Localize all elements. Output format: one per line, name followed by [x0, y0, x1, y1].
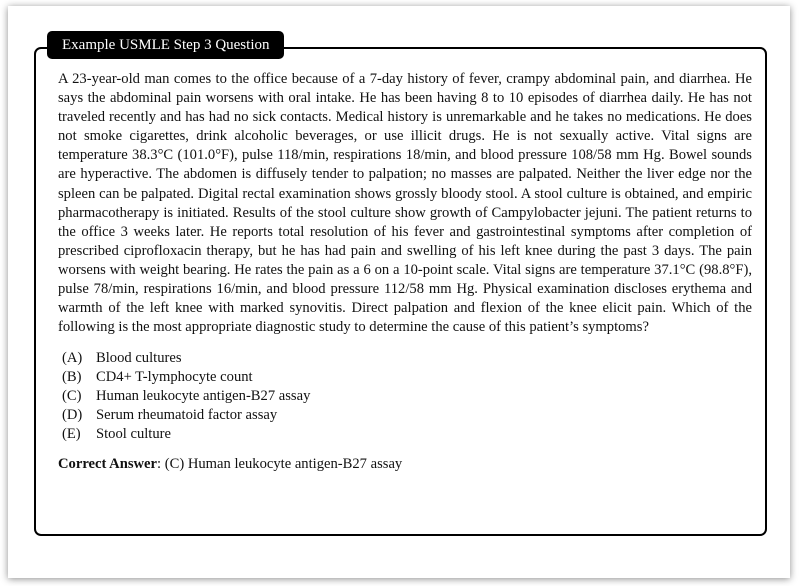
choice-letter: (A)	[62, 350, 83, 367]
choice-text: CD4+ T-lymphocyte count	[96, 369, 253, 386]
choice-letter: (E)	[62, 426, 81, 443]
choice-b	[62, 368, 752, 387]
correct-answer	[58, 455, 752, 474]
answer-choices	[62, 349, 752, 444]
question-title: Example USMLE Step 3 Question	[47, 31, 284, 59]
correct-answer-label: Correct Answer	[58, 456, 158, 473]
choice-letter: (C)	[62, 388, 82, 405]
choice-a	[62, 349, 752, 368]
choice-text: Blood cultures	[96, 350, 182, 367]
choice-e	[62, 425, 752, 444]
choice-letter: (B)	[62, 369, 82, 386]
question-content	[58, 70, 752, 474]
choice-letter: (D)	[62, 407, 83, 424]
choice-d	[62, 406, 752, 425]
correct-answer-value: (C) Human leukocyte antigen-B27 assay	[164, 456, 403, 473]
choice-text: Human leukocyte antigen-B27 assay	[96, 388, 311, 405]
correct-answer-separator: :	[157, 456, 162, 473]
choice-text: Serum rheumatoid factor assay	[96, 407, 278, 424]
question-stem: A 23-year-old man comes to the office because of a 7-day history of fever, crampy abdominal pain, and diarrhea. He says the abdominal pain worsens with oral intake. He has been having 8 to 10 episodes of diarrhea daily. He has not traveled recently and has had no sick contacts. Medical history is unremarkable and he takes no medications. He does not smoke cigarettes, drink alcoholic beverages, or use illicit drugs. He is not sexually active. Vital signs are temperature 38.3°C (101.0°F), pulse 118/min, respirations 18/min, and blood pressure 108/58 mm Hg. Bowel sounds are hyperactive. The abdomen is diffusely tender to palpation; no masses are palpated. Neither the liver edge nor the spleen can be palpated. Digital rectal examination shows grossly bloody stool. A stool culture is obtained, and empiric pharmacotherapy is initiated. Results of the stool culture show growth of Campylobacter jejuni. The patient returns to the office 3 weeks later. He reports total resolution of his fever and gastrointestinal symptoms after completion of prescribed ciprofloxacin therapy, but he has had pain and swelling of his left knee during the past 3 days. The pain worsens with weight bearing. He rates the pain as a 6 on a 10-point scale. Vital signs are temperature 37.1°C (98.8°F), pulse 78/min, respirations 16/min, and blood pressure 112/58 mm Hg. Physical examination discloses erythema and warmth of the left knee with marked synovitis. Direct palpation and flexion of the knee elicit pain. Which of the following is the most appropriate diagnostic study to determine the cause of this patient’s symptoms?	[58, 71, 752, 336]
choice-text: Stool culture	[96, 426, 171, 443]
choice-c	[62, 387, 752, 406]
